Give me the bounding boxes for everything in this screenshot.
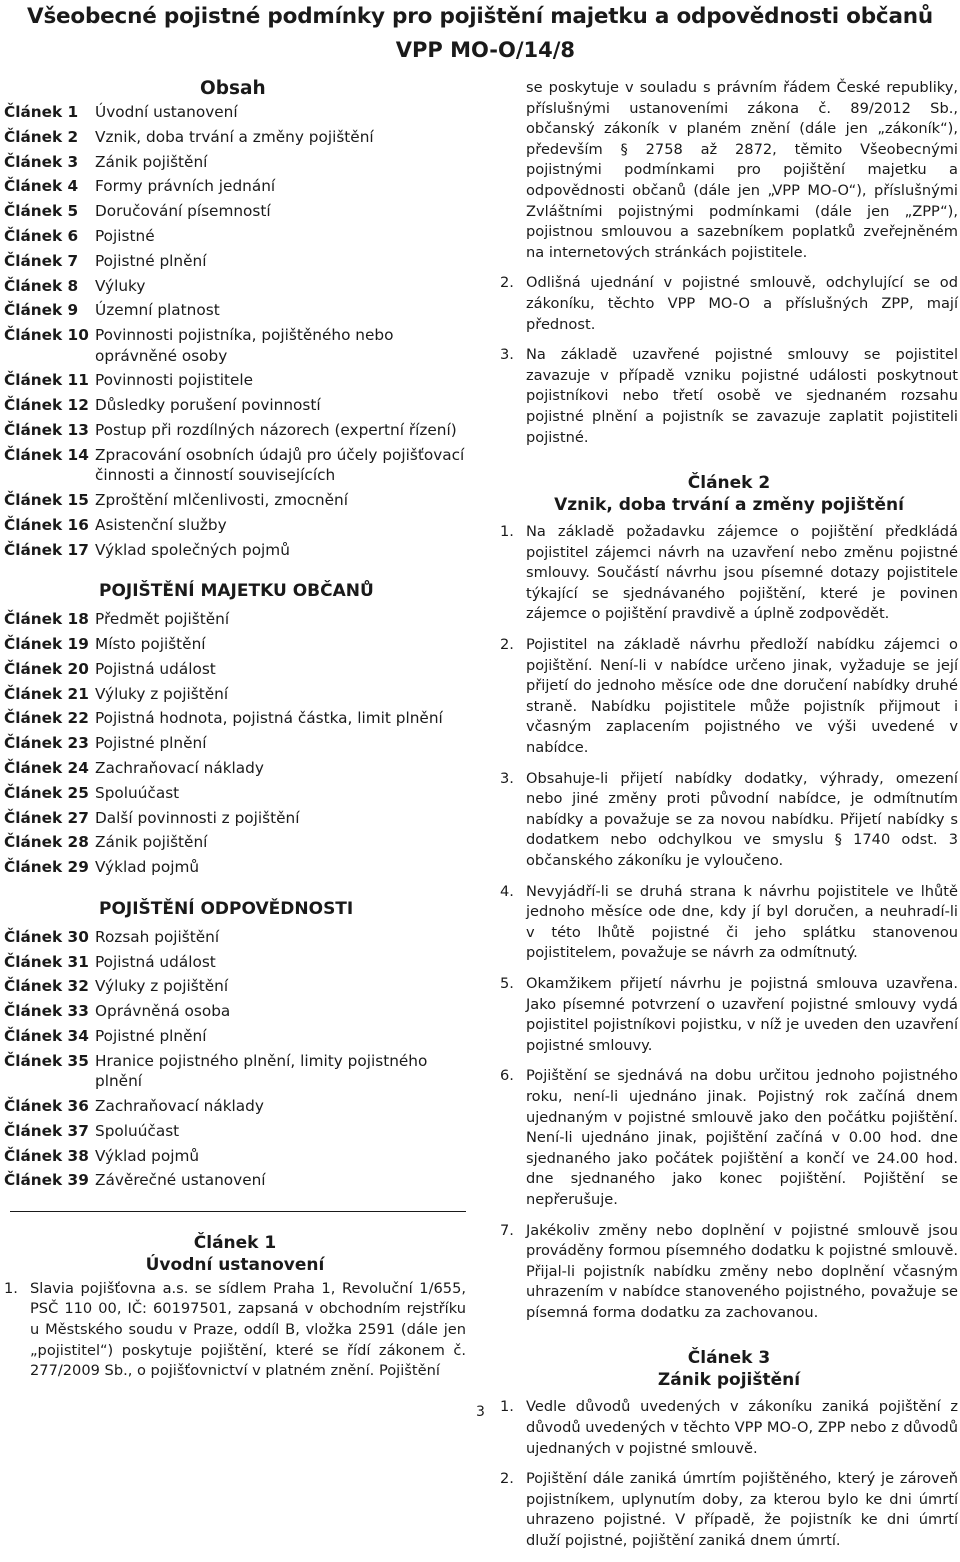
toc-article-title: Pojistné: [95, 226, 155, 245]
toc-article-title: Rozsah pojištění: [95, 927, 220, 946]
toc-row: [4, 490, 466, 511]
toc-row: [4, 300, 466, 321]
page-number: 3: [476, 1404, 485, 1420]
numbered-item: [500, 1469, 958, 1551]
item-text: Vedle důvodů uvedených v zákoníku zaniká pojištění z důvodů uvedených v těchto VPP MO-O, ZPP nebo z důvodů ujednaných v pojistné smlouvě.: [526, 1398, 959, 1457]
toc-article-number: Článek 33: [4, 1002, 89, 1021]
toc-article-title: Povinnosti pojistníka, pojištěného nebo oprávněné osoby: [95, 326, 394, 365]
toc-article-title: Pojistné plnění: [95, 1026, 207, 1045]
toc-article-title: Závěrečné ustanovení: [95, 1171, 266, 1190]
toc-row: [4, 152, 466, 173]
document-code: VPP MO-O/14/8: [395, 38, 575, 62]
toc-row: [4, 783, 466, 804]
toc-article-number: Článek 3: [4, 152, 79, 171]
toc-row: [4, 1146, 466, 1167]
toc-article-number: Článek 9: [4, 301, 79, 320]
toc-row: [4, 201, 466, 222]
toc-article-title: Spoluúčast: [95, 783, 180, 802]
toc-article-number: Článek 18: [4, 610, 89, 629]
article-2-items: [500, 522, 958, 1323]
article-1-item: [4, 1279, 466, 1382]
article-3-subheading: Zánik pojištění: [657, 1370, 801, 1391]
toc-article-title: Doručování písemností: [95, 202, 271, 221]
toc-row: [4, 1051, 466, 1092]
toc-article-number: Článek 17: [4, 540, 89, 559]
toc-row: [4, 370, 466, 391]
numbered-item: [500, 1221, 958, 1324]
item-text: Jakékoliv změny nebo doplnění v pojistné smlouvě jsou prováděny formou písemného dodatku k pojistné smlouvě. Přijal-li pojistník nabídku změny nebo doplnění včasným uhrazením v nabídce stanoveného pojistného, považuje se písemná forma dodatku za zachovanou.: [526, 1221, 958, 1321]
numbered-item: [500, 345, 958, 448]
toc-article-number: Článek 25: [4, 783, 89, 802]
toc-row: [4, 733, 466, 754]
toc-article-title: Územní platnost: [95, 301, 220, 320]
toc-article-title: Pojistné plnění: [95, 734, 207, 753]
toc-article-number: Článek 2: [4, 127, 79, 146]
item-text: Odlišná ujednání v pojistné smlouvě, odchylující se od zákoníku, těchto VPP MO-O a příslušných ZPP, mají přednost.: [526, 274, 958, 333]
left-column: [4, 78, 466, 1392]
item-text: Na základě požadavku zájemce o pojištění předkládá pojistitel zájemci návrh na uzavření nebo změnu pojistné smlouvy. Součástí návrhu jsou písemné dotazy pojistitele týkající se sjednávaného pojištění, které je povinen zájemce o pojištění pravdivě a úplně zodpovědět.: [526, 523, 958, 623]
toc-article-title: Pojistná událost: [95, 659, 216, 678]
toc-property-heading: POJIŠTĚNÍ MAJETKU OBČANŮ: [99, 581, 374, 602]
item-number: 6.: [500, 1067, 514, 1085]
item-text: Slavia pojišťovna a.s. se sídlem Praha 1, Revoluční 1/655, PSČ 110 00, IČ: 60197501, zapsaná v obchodním rejstříku u Městského soudu v Praze, oddíl B, vložka 2591 (dále jen „pojistitel“) poskytuje pojištění, které se řídí zákonem č. 277/2009 Sb., o pojišťovnictví v platném znění. Pojištění: [30, 1279, 466, 1380]
toc-article-title: Formy právních jednání: [95, 177, 276, 196]
item-number: 5.: [500, 974, 514, 992]
toc-row: [4, 325, 466, 366]
toc-article-number: Článek 13: [4, 421, 89, 440]
toc-article-title: Hranice pojistného plnění, limity pojistného plnění: [95, 1051, 428, 1091]
toc-article-number: Článek 16: [4, 515, 89, 534]
toc-article-title: Zproštění mlčenlivosti, zmocnění: [95, 491, 348, 510]
toc-row: [4, 684, 466, 705]
toc-article-number: Článek 10: [4, 326, 89, 345]
toc-article-number: Článek 29: [4, 858, 89, 877]
toc-article-number: Článek 28: [4, 833, 89, 852]
toc-article-title: Zánik pojištění: [95, 833, 208, 852]
item-text: Nevyjádří-li se druhá strana k návrhu pojistitele ve lhůtě jednoho měsíce ode dne, kdy jí byl doručen, a neuhradí-li v této lhůtě pojistné či jeho splátku stanovenou pojistitelem, považuje se návrh za odmítnutý.: [526, 882, 958, 962]
item-text: Pojištění se sjednává na dobu určitou jednoho pojistného roku, není-li ujednáno jinak. Pojistný rok začíná dnem ujednaným v pojistné smlouvě jako den počátku pojištění. Není-li ujednáno jinak, pojištění začíná v 0.00 hod. dne sjednaného jako počátek pojištění a končí ve 24.00 hod. dne sjednaného jako konec pojištění. Pojištění se nepřerušuje.: [526, 1067, 958, 1208]
item-text: Na základě uzavřené pojistné smlouvy se pojistitel zavazuje v případě vzniku pojistné události poskytnout pojistníkovi nebo třetí osobě ve sjednaném rozsahu pojistné plnění a pojistník se zavazuje zaplatit pojistiteli pojistné.: [526, 346, 958, 446]
item-number: 1.: [500, 523, 514, 541]
toc-row: [4, 102, 466, 123]
toc-liability-heading: POJIŠTĚNÍ ODPOVĚDNOSTI: [99, 898, 354, 919]
toc-article-number: Článek 20: [4, 659, 89, 678]
toc-row: [4, 609, 466, 630]
toc-article-number: Článek 38: [4, 1146, 89, 1165]
toc-row: [4, 445, 466, 486]
numbered-item: [500, 769, 958, 872]
toc-title: Obsah: [200, 78, 266, 99]
toc-article-number: Článek 24: [4, 759, 89, 778]
toc-article-title: Úvodní ustanovení: [95, 103, 238, 121]
toc-row: [4, 226, 466, 247]
toc-article-number: Článek 7: [4, 251, 79, 270]
toc-article-number: Článek 5: [4, 202, 79, 221]
toc-article-title: Výklad pojmů: [95, 1146, 200, 1165]
toc-liability-list: [4, 927, 466, 1191]
toc-article-title: Výklad pojmů: [95, 858, 200, 877]
article-1-item-1-continued: se poskytuje v souladu s právním řádem České republiky, příslušnými ustanoveními zákona č. 89/2012 Sb., občanský zákoník v planém znění (dále jen „zákoník“), především § 2758 až 2872, těmito Všeobecnými pojistnými podmínkami pro pojištění majetku a odpovědnosti občanů (dále jen „VPP MO-O“), příslušnými Zvláštními pojistnými podmínkami (dále jen „ZPP“), pojistnou smlouvou a sazebníkem poplatků zveřejněném na internetových stránkách pojistitele.: [526, 79, 958, 261]
toc-article-title: Oprávněná osoba: [95, 1002, 231, 1021]
toc-article-number: Článek 11: [4, 371, 89, 390]
numbered-item: [500, 1066, 958, 1210]
item-number: 3.: [500, 769, 514, 787]
toc-article-number: Článek 27: [4, 808, 89, 827]
article-3-heading: Článek 3: [687, 1348, 771, 1369]
toc-article-title: Postup při rozdílných názorech (expertní řízení): [95, 421, 457, 440]
toc-row: [4, 127, 466, 148]
numbered-item: [500, 1397, 958, 1459]
toc-row: [4, 659, 466, 680]
toc-row: [4, 634, 466, 655]
item-number: 1.: [4, 1279, 18, 1297]
toc-row: [4, 276, 466, 297]
article-1-heading: Článek 1: [193, 1232, 277, 1253]
article-1-items: [500, 273, 958, 448]
toc-article-title: Předmět pojištění: [95, 610, 230, 629]
toc-article-number: Článek 32: [4, 977, 89, 996]
toc-article-title: Spoluúčast: [95, 1121, 180, 1140]
toc-article-number: Článek 31: [4, 952, 89, 971]
item-text: Pojištění dále zaniká úmrtím pojištěného, který je zároveň pojistníkem, uplynutím doby, za kterou bylo ke dni úmrtí uhrazeno pojistné. V případě, že pojistník ke dni úmrtí dluží pojistné, pojištění zaniká dnem úmrtí.: [526, 1470, 958, 1550]
toc-article-title: Výklad společných pojmů: [95, 540, 290, 559]
toc-general-list: [4, 102, 466, 560]
toc-article-title: Výluky z pojištění: [95, 977, 229, 996]
toc-article-title: Výluky z pojištění: [95, 684, 229, 703]
item-text: Okamžikem přijetí návrhu je pojistná smlouva uzavřena. Jako písemné potvrzení o uzavření pojistné smlouvy vydá pojistitel pojistníkovi pojistku, v níž je uveden den uzavření pojistné smlouvy.: [526, 974, 958, 1054]
toc-article-title: Zachraňovací náklady: [95, 759, 264, 778]
numbered-item: [500, 522, 958, 625]
numbered-item: [500, 882, 958, 964]
toc-row: [4, 927, 466, 948]
article-2-heading: Článek 2: [687, 473, 771, 494]
toc-row: [4, 952, 466, 973]
toc-article-number: Článek 6: [4, 226, 79, 245]
numbered-item: [500, 635, 958, 759]
toc-row: [4, 420, 466, 441]
toc-row: [4, 708, 466, 729]
toc-row: [4, 1026, 466, 1047]
toc-row: [4, 251, 466, 272]
toc-article-title: Důsledky porušení povinností: [95, 396, 321, 415]
toc-article-title: Vznik, doba trvání a změny pojištění: [95, 127, 374, 146]
toc-article-number: Článek 39: [4, 1171, 89, 1190]
toc-article-title: Zachraňovací náklady: [95, 1097, 264, 1115]
toc-row: [4, 976, 466, 997]
numbered-item: [500, 273, 958, 335]
item-number: 7.: [500, 1221, 514, 1239]
item-number: 2.: [500, 274, 514, 292]
toc-row: [4, 832, 466, 853]
numbered-item: [500, 974, 958, 1056]
item-text: Obsahuje-li přijetí nabídky dodatky, výhrady, omezení nebo jiné změny proti původní nabídce, je odmítnutím nabídky a považuje se za novou nabídku. Přijetí nabídky s dodatkem nebo odchylkou ve smyslu § 1740 odst. 3 občanského zákoníku je vyloučeno.: [526, 769, 958, 869]
toc-article-title: Pojistné plnění: [95, 251, 207, 270]
toc-article-number: Článek 21: [4, 684, 89, 703]
toc-article-title: Pojistná hodnota, pojistná částka, limit plnění: [95, 709, 443, 728]
document-title: Všeobecné pojistné podmínky pro pojištění majetku a odpovědnosti občanů: [27, 4, 933, 29]
toc-row: [4, 758, 466, 779]
item-number: 2.: [500, 1470, 514, 1488]
toc-row: [4, 857, 466, 878]
toc-article-title: Povinnosti pojistitele: [95, 371, 254, 390]
toc-article-number: Článek 22: [4, 709, 89, 728]
toc-row: [4, 1121, 466, 1142]
toc-article-number: Článek 4: [4, 177, 79, 196]
article-3-items: [500, 1397, 958, 1551]
toc-article-number: Článek 37: [4, 1121, 89, 1140]
article-1-subheading: Úvodní ustanovení: [145, 1254, 325, 1275]
toc-row: [4, 176, 466, 197]
toc-article-number: Článek 8: [4, 276, 79, 295]
toc-article-title: Další povinnosti z pojištění: [95, 808, 300, 827]
toc-article-number: Článek 15: [4, 491, 89, 510]
toc-article-number: Článek 1: [4, 103, 79, 121]
toc-article-title: Výluky: [95, 276, 146, 295]
toc-article-number: Článek 35: [4, 1051, 89, 1070]
toc-article-number: Článek 14: [4, 445, 89, 464]
toc-row: [4, 540, 466, 561]
item-number: 4.: [500, 882, 514, 900]
toc-property-list: [4, 609, 466, 877]
item-number: 1.: [500, 1398, 514, 1416]
toc-article-title: Pojistná událost: [95, 952, 216, 971]
toc-row: [4, 515, 466, 536]
toc-article-number: Článek 23: [4, 734, 89, 753]
toc-row: [4, 808, 466, 829]
toc-article-number: Článek 36: [4, 1097, 89, 1115]
toc-article-number: Článek 34: [4, 1026, 89, 1045]
article-2-subheading: Vznik, doba trvání a změny pojištění: [554, 495, 904, 516]
toc-article-title: Zánik pojištění: [95, 152, 208, 171]
toc-article-title: Asistenční služby: [95, 515, 227, 534]
toc-article-title: Místo pojištění: [95, 635, 206, 654]
toc-article-number: Článek 12: [4, 396, 89, 415]
toc-article-title: Zpracování osobních údajů pro účely pojišťovací činnosti a činností souvisejících: [95, 445, 465, 485]
toc-row: [4, 1001, 466, 1022]
item-number: 3.: [500, 346, 514, 364]
toc-article-number: Článek 30: [4, 927, 89, 946]
toc-row: [4, 395, 466, 416]
item-text: Pojistitel na základě návrhu předloží nabídku zájemci o pojištění. Není-li v nabídce určeno jinak, vyžaduje se její přijetí do jednoho měsíce ode dne doručení nabídky druhé straně. Nabídku pojistitele může pojistník přijmout i včasným zaplacením pojistného ve výši uvedené v nabídce.: [526, 636, 958, 757]
toc-row: [4, 1096, 466, 1117]
item-number: 2.: [500, 636, 514, 654]
toc-article-number: Článek 19: [4, 635, 89, 654]
right-column: [500, 78, 958, 1562]
toc-row: [4, 1170, 466, 1191]
